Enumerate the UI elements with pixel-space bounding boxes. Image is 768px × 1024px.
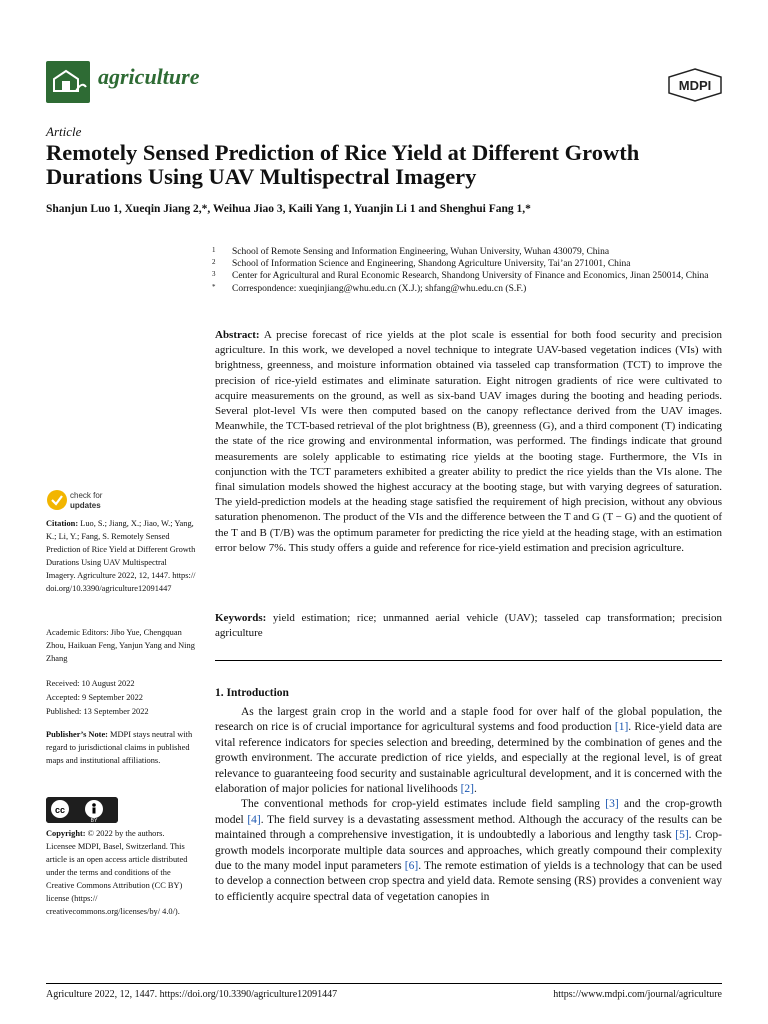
citation-link[interactable]: [6]	[404, 860, 419, 873]
footer-journal-url[interactable]: https://www.mdpi.com/journal/agriculture	[553, 989, 722, 1000]
citation-link[interactable]: [1]	[614, 721, 629, 734]
svg-text:BY: BY	[90, 818, 98, 823]
correspondence: * Correspondence: xueqinjiang@whu.edu.cn (X.J.); shfang@whu.edu.cn (S.F.)	[212, 282, 527, 294]
introduction-body	[215, 705, 722, 905]
academic-editors: Academic Editors: Jibo Yue, Chengquan Zhou, Haikuan Feng, Yanjun Yang and Ning Zhang	[46, 628, 195, 663]
check-updates-text: check for	[70, 491, 103, 500]
citation-block: Citation: Luo, S.; Jiang, X.; Jiao, W.; Yang, K.; Li, Y.; Fang, S. Remotely Sensed Prediction of Rice Yield at Different Growth Durations Using UAV Multispectral Imagery. Agriculture 2022, 12, 1447. https:// doi.org/10.3390/agriculture12091447	[46, 519, 196, 593]
cc-by-license-icon[interactable]	[46, 797, 118, 823]
intro-paragraph-1: As the largest grain crop in the world and a staple food for over half of the global population, the research on rice is of crucial importance for agricultural systems and food production [1]. Rice-yield data are vital reference indicators for species selection and breeding, determined by the combination of genes and the growth environment. The accurate prediction of rice yields, and especially at the regional level, is of great relevance to guaranteeing food security and sustainable agricultural development, and it is concerned with the elaboration of major policies for national livelihoods [2].	[215, 706, 722, 796]
section-title: 1. Introduction	[215, 687, 289, 699]
keywords	[215, 611, 722, 641]
affiliations	[212, 246, 722, 295]
svg-text:cc: cc	[54, 805, 66, 815]
abstract	[215, 328, 722, 556]
article-type: Article	[46, 124, 82, 139]
citation-link[interactable]: [3]	[605, 798, 619, 811]
journal-name: agriculture	[98, 64, 200, 89]
citation-link[interactable]: [2]	[460, 783, 475, 796]
mdpi-logo	[667, 68, 723, 107]
affiliation-2: 2 School of Information Science and Engineering, Shandong Agriculture University, Tai’an 271001, China	[212, 258, 631, 270]
copyright-block: Copyright: © 2022 by the authors. Licensee MDPI, Basel, Switzerland. This article is an open access article distributed under the terms and conditions of the Creative Commons Attribution (CC BY) license (https:// creativecommons.org/licenses/by/ 4.0/).	[46, 829, 188, 916]
affiliation-1: 1 School of Remote Sensing and Information Engineering, Wuhan University, Wuhan 430079, China	[212, 246, 610, 257]
keywords-text: yield estimation; rice; unmanned aerial vehicle (UAV); tasseled cap transformation; precision agriculture	[215, 612, 723, 640]
intro-paragraph-2: The conventional methods for crop-yield estimates include field sampling [3] and the crop-growth model [4]. The field survey is a devastating assessment method. Although the accuracy of the results can be maintained through a comprehensive investigation, it is undoubtedly a laborious and lengthy task [5]. Crop-growth models incorporate multiple data sources and approaches, which greatly compound their complexity due to the many model input parameters [6]. The remote estimation of yields is a technology that can be used to develop a connection between crop spectra and yield data. Remote sensing (RS) provides a convenient way to efficiently acquire spectral data of vegetation canopies in	[215, 798, 723, 903]
svg-text:updates: updates	[70, 501, 101, 510]
affiliation-3: 3 Center for Agricultural and Rural Economic Research, Shandong University of Finance and Economics, Jinan 250014, China	[212, 270, 709, 282]
section-divider	[215, 660, 722, 661]
keywords-label: Keywords:	[215, 612, 267, 624]
received-date: Received: 10 August 2022	[46, 679, 135, 688]
journal-logo	[46, 61, 90, 103]
accepted-date: Accepted: 9 September 2022	[46, 693, 143, 702]
footer-divider	[46, 983, 722, 984]
citation-link[interactable]: [5]	[675, 829, 689, 842]
author-list: Shanjun Luo 1, Xueqin Jiang 2,*, Weihua Jiao 3, Kaili Yang 1, Yuanjin Li 1 and Shenghui Fang 1,*	[46, 203, 531, 215]
abstract-text: A precise forecast of rice yields at the plot scale is essential for both food security and precision agriculture. In this work, we developed a novel technique to integrate UAV-based vegetation indices (VIs) with brightness, greenness, and moisture information obtained via tasseled cap transformation (TCT) to improve the precision of rice-yield estimates and eliminate saturation. Eight nitrogen gradients of rice were cultivated to acquire measurements on the ground, as well as six-band UAV images during the booting and heading periods. Several plot-level VIs were then computed based on the canopy reflectance derived from the UAV images. Meanwhile, the TCT-based retrieval of the plot brightness (B), greenness (G), and a third component (T) indicating the state of the rice growing and environmental information, was performed. The findings indicate that ground measurements are solely applicable to estimating rice yields at the booting stage. Furthermore, the VIs in conjunction with the TCT parameters exhibited a greater ability to predict the rice yields than the VIs alone. The final simulation models showed the highest accuracy at the booting stage, but with varying degrees of saturation. The yield-prediction models at the heading stage satisfied the requirement of high precision, without any obvious saturation phenomenon. The product of the VIs and the difference between the T and G (T − G) and the quotient of the T and B (T/B) was the optimum parameter for predicting the rice yield at the heading stage, with an estimation error below 7%. This study offers a guide and reference for rice-yield estimation and precision agriculture.	[215, 329, 722, 554]
paper-title: Remotely Sensed Prediction of Rice Yield at Different Growth Durations Using UAV Multispectral Imagery	[46, 140, 640, 189]
published-date: Published: 13 September 2022	[46, 707, 149, 716]
check-for-updates-badge[interactable]	[46, 487, 126, 518]
citation-link[interactable]: [4]	[247, 813, 261, 826]
mdpi-text: MDPI	[678, 78, 712, 93]
abstract-label: Abstract:	[215, 329, 260, 341]
footer-citation: Agriculture 2022, 12, 1447. https://doi.org/10.3390/agriculture12091447	[46, 989, 338, 1000]
publisher-note: Publisher’s Note: MDPI stays neutral with regard to jurisdictional claims in published maps and institutional affiliations.	[46, 730, 193, 765]
